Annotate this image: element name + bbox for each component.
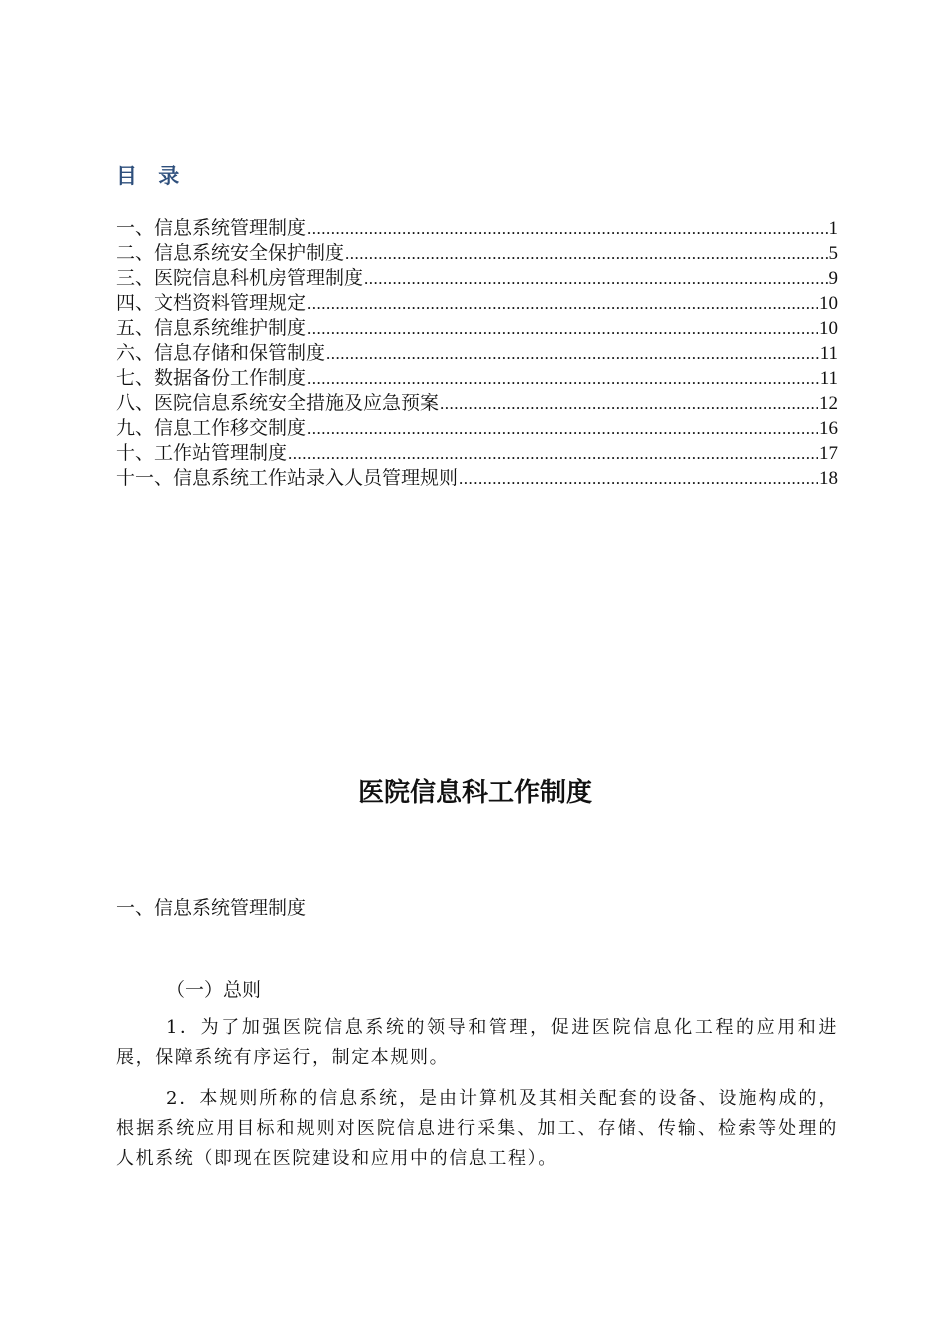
toc-leader-dots (364, 266, 827, 291)
toc-entry[interactable] (116, 441, 838, 466)
toc-leader-dots (307, 366, 819, 391)
toc-entry-title: 三、医院信息科机房管理制度 (116, 267, 364, 289)
body-paragraph: 2．本规则所称的信息系统，是由计算机及其相关配套的设备、设施构成的，根据系统应用目标和规则对医院信息进行采集、加工、存储、传输、检索等处理的人机系统（即现在医院建设和应用中的信息工程）。 (116, 1088, 838, 1169)
toc-leader-dots (307, 291, 818, 316)
toc-leader-dots (440, 391, 818, 416)
table-of-contents (116, 216, 838, 491)
section-heading: 一、信息系统管理制度 (116, 897, 307, 919)
toc-entry-page: 9 (828, 268, 838, 289)
toc-entry-page: 17 (819, 443, 838, 464)
toc-entry[interactable] (116, 291, 838, 316)
toc-entry-title: 十、工作站管理制度 (116, 442, 288, 464)
toc-entry-page: 10 (819, 293, 838, 314)
toc-leader-dots (307, 316, 818, 341)
toc-entry-title: 七、数据备份工作制度 (116, 367, 307, 389)
toc-entry[interactable] (116, 391, 838, 416)
toc-entry[interactable] (116, 366, 838, 391)
toc-leader-dots (307, 416, 818, 441)
toc-leader-dots (288, 441, 818, 466)
toc-entry[interactable] (116, 266, 838, 291)
toc-entry-page: 11 (819, 368, 838, 389)
toc-entry-title: 六、信息存储和保管制度 (116, 342, 326, 364)
toc-leader-dots (307, 216, 827, 241)
toc-entry-page: 10 (819, 318, 838, 339)
toc-entry-page: 16 (819, 418, 838, 439)
toc-entry[interactable] (116, 466, 838, 491)
document-title: 医院信息科工作制度 (357, 778, 592, 808)
toc-heading: 目 录 (116, 164, 182, 188)
toc-entry-title: 十一、信息系统工作站录入人员管理规则 (116, 467, 459, 489)
toc-entry-title: 一、信息系统管理制度 (116, 217, 307, 239)
toc-entry[interactable] (116, 241, 838, 266)
toc-entry[interactable] (116, 216, 838, 241)
body-paragraph: 1．为了加强医院信息系统的领导和管理，促进医院信息化工程的应用和进展，保障系统有序运行，制定本规则。 (116, 1017, 838, 1068)
toc-entry[interactable] (116, 341, 838, 366)
toc-leader-dots (459, 466, 818, 491)
toc-entry-page: 11 (819, 343, 838, 364)
toc-leader-dots (345, 241, 827, 266)
subsection-heading: （一）总则 (166, 979, 262, 1001)
toc-entry-title: 五、信息系统维护制度 (116, 317, 307, 339)
toc-entry-title: 二、信息系统安全保护制度 (116, 242, 345, 264)
toc-entry-title: 九、信息工作移交制度 (116, 417, 307, 439)
toc-entry-page: 5 (828, 243, 838, 264)
toc-entry-page: 1 (828, 218, 838, 239)
toc-entry-page: 18 (819, 468, 838, 489)
toc-leader-dots (326, 341, 819, 366)
toc-entry-page: 12 (819, 393, 838, 414)
toc-entry[interactable] (116, 316, 838, 341)
toc-entry[interactable] (116, 416, 838, 441)
toc-entry-title: 八、医院信息系统安全措施及应急预案 (116, 392, 440, 414)
toc-entry-title: 四、文档资料管理规定 (116, 292, 307, 314)
